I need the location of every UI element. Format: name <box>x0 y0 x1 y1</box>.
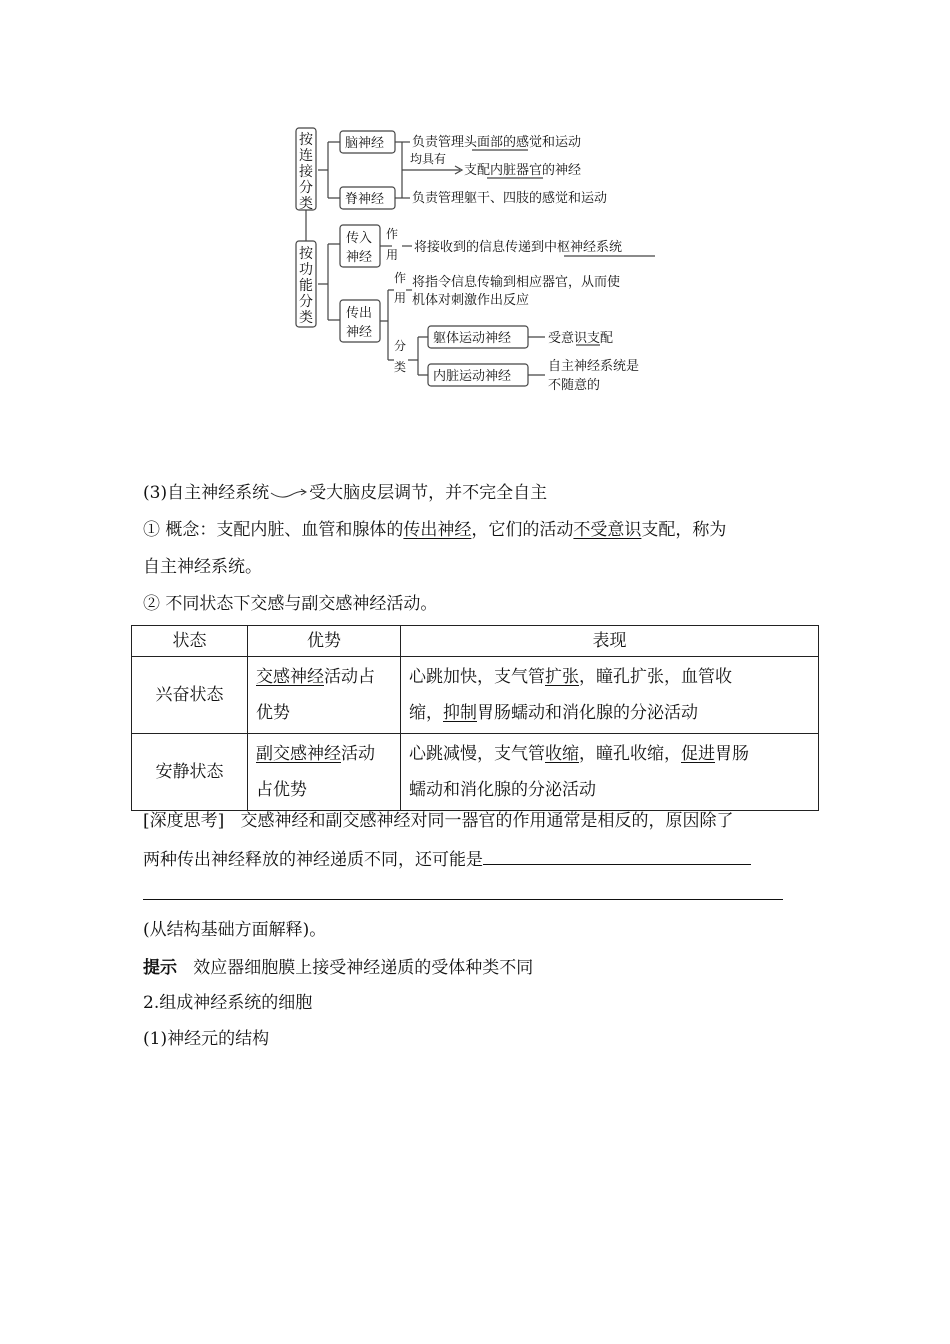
cell-text: 胃肠蠕动和消化腺的分泌活动 <box>477 703 698 723</box>
performance-cell <box>401 734 819 811</box>
autonomic-heading-note: 受大脑皮层调节，并不完全自主 <box>309 483 548 503</box>
afferent-desc: 将接收到的信息传递到中枢神经系统 <box>414 240 623 255</box>
table-header: 状态 <box>132 626 248 657</box>
answer-blank-line[interactable] <box>143 899 783 900</box>
state-cell: 安静状态 <box>132 734 248 811</box>
both-have-label: 均具有 <box>410 152 447 166</box>
table-header-row <box>132 626 819 657</box>
nerve-activity-table <box>131 625 819 811</box>
cell-text: 心跳加快，支气管 <box>409 667 545 687</box>
answer-efferent: 传出神经 <box>403 520 472 540</box>
cell-text: 缩， <box>409 703 443 723</box>
deep-thinking-tag: [深度思考] <box>143 811 225 831</box>
table-header: 表现 <box>401 626 819 657</box>
answer-dilate: 扩张 <box>545 667 579 687</box>
wavy-arrow-icon <box>269 487 309 501</box>
deep-thinking-question: 两种传出神经释放的神经递质不同，还可能是 <box>143 850 483 870</box>
concept-text: 支配，称为 <box>641 520 727 540</box>
deep-thinking-question: 交感神经和副交感神经对同一器官的作用通常是相反的，原因除了 <box>240 811 734 831</box>
cat1-char: 分 <box>299 180 313 196</box>
cell-text: ，瞳孔收缩， <box>579 744 681 764</box>
cat2-char: 功 <box>299 262 313 278</box>
deep-thinking-line-2 <box>143 846 751 872</box>
advantage-cell <box>248 734 401 811</box>
cat1-char: 类 <box>299 196 313 212</box>
deep-thinking-note: (从结构基础方面解释)。 <box>143 920 327 940</box>
efferent-label: 神经 <box>346 325 373 340</box>
section-heading: 2.组成神经系统的细胞 <box>143 993 313 1013</box>
spinal-nerve-desc: 负责管理躯干、四肢的感觉和运动 <box>412 191 608 206</box>
cat2-char: 分 <box>299 294 313 310</box>
somatic-motor-desc: 受意识支配 <box>548 331 614 346</box>
answer-promote: 促进 <box>681 744 715 764</box>
classify-label: 类 <box>394 360 407 374</box>
answer-constrict: 收缩 <box>545 744 579 764</box>
nervous-system-classification-diagram <box>0 0 950 420</box>
cell-text: 活动 <box>341 744 375 764</box>
cell-text: 占优势 <box>256 780 307 800</box>
efferent-desc: 机体对刺激作出反应 <box>412 293 530 308</box>
hint-line <box>143 956 533 980</box>
cell-text: 胃肠 <box>715 744 749 764</box>
efferent-fn: 用 <box>394 291 407 305</box>
cat2-char: 类 <box>299 310 313 326</box>
cat2-char: 能 <box>299 278 313 294</box>
answer-inhibit: 抑制 <box>443 703 477 723</box>
visceral-nerve-desc: 支配内脏器官的神经 <box>464 163 582 178</box>
cat1-char: 按 <box>299 132 313 148</box>
cat1-char: 接 <box>299 164 313 180</box>
answer-parasympathetic: 副交感神经 <box>256 744 341 764</box>
table-row <box>132 734 819 811</box>
performance-cell <box>401 657 819 734</box>
answer-sympathetic: 交感神经 <box>256 667 324 687</box>
cell-text: 优势 <box>256 703 290 723</box>
brain-nerve-desc: 负责管理头面部的感觉和运动 <box>412 135 582 150</box>
autonomic-motor-label: 内脏运动神经 <box>433 369 512 384</box>
hint-tag: 提示 <box>143 958 177 978</box>
cell-text: 心跳减慢，支气管 <box>409 744 545 764</box>
efferent-desc: 将指令信息传输到相应器官，从而使 <box>412 275 621 290</box>
hint-text: 效应器细胞膜上接受神经递质的受体种类不同 <box>193 958 534 978</box>
afferent-label: 传入 <box>346 231 373 246</box>
classify-label: 分 <box>394 339 407 353</box>
afferent-fn: 作 <box>386 227 399 241</box>
cell-text: 蠕动和消化腺的分泌活动 <box>409 780 596 800</box>
efferent-label: 传出 <box>346 306 373 321</box>
table-header: 优势 <box>248 626 401 657</box>
deep-thinking-line <box>143 809 733 833</box>
concept-line <box>143 518 726 542</box>
table-row <box>132 657 819 734</box>
autonomic-motor-desc: 自主神经系统是 <box>548 359 640 374</box>
states-intro: ② 不同状态下交感与副交感神经活动。 <box>143 594 438 614</box>
spinal-nerve-label: 脊神经 <box>345 192 385 207</box>
somatic-motor-label: 躯体运动神经 <box>433 331 512 346</box>
brain-nerve-label: 脑神经 <box>345 136 385 151</box>
concept-line-2: 自主神经系统。 <box>143 557 262 577</box>
efferent-fn: 作 <box>394 271 407 285</box>
autonomic-heading-line <box>143 481 547 505</box>
cat1-char: 连 <box>299 148 313 164</box>
cat2-char: 按 <box>299 246 313 262</box>
answer-not-conscious: 不受意识 <box>573 520 642 540</box>
state-cell: 兴奋状态 <box>132 657 248 734</box>
cell-text: ，瞳孔扩张，血管收 <box>579 667 732 687</box>
autonomic-heading: (3)自主神经系统 <box>143 483 270 503</box>
autonomic-motor-desc: 不随意的 <box>548 378 601 393</box>
answer-blank[interactable] <box>483 846 751 865</box>
subsection-heading: (1)神经元的结构 <box>143 1029 270 1049</box>
concept-text: ，它们的活动 <box>471 520 574 540</box>
afferent-label: 神经 <box>346 250 373 265</box>
afferent-fn: 用 <box>386 248 399 262</box>
cell-text: 活动占 <box>324 667 375 687</box>
concept-text: ① 概念：支配内脏、血管和腺体的 <box>143 520 404 540</box>
advantage-cell <box>248 657 401 734</box>
